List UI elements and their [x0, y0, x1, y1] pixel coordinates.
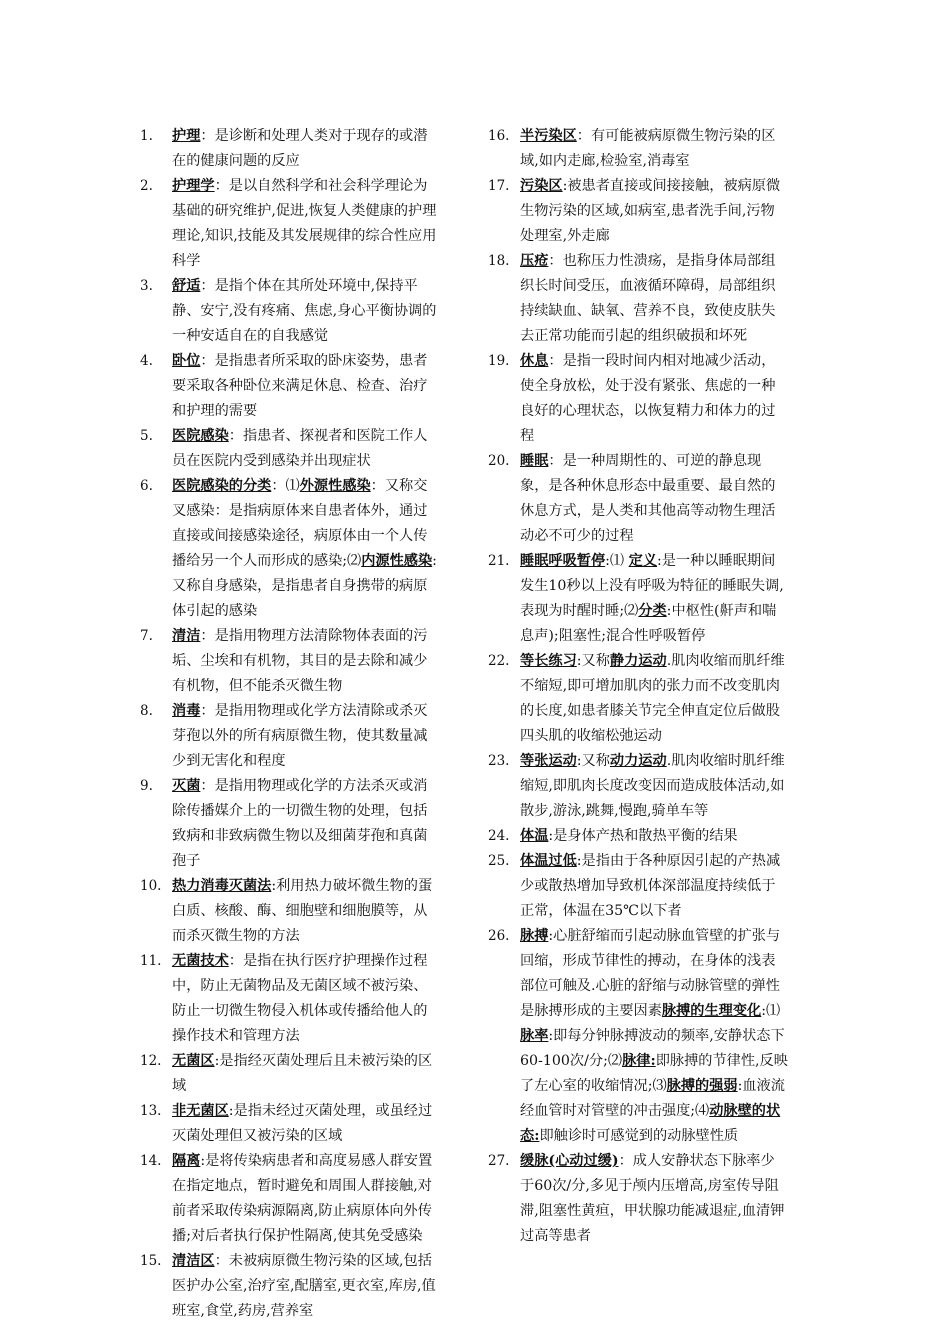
- definition-entry: [140, 699, 440, 774]
- definition-text: ：是指用物理或化学方法清除或杀灭芽孢以外的所有病原微生物，使其数量减少到无害化和程度: [172, 703, 428, 769]
- entry-number: 24.: [488, 828, 510, 844]
- definition-text: 即触诊时可感觉到的动脉壁性质: [539, 1128, 739, 1144]
- definition-text: ：是指患者所采取的卧床姿势，患者要采取各种卧位来满足休息、检查、治疗和护理的需要: [172, 353, 428, 419]
- definition-text: ：是指一段时间内相对地减少活动，使全身放松，处于没有紧张、焦虑的一种良好的心理状态，以恢复精力和体力的过程: [520, 353, 776, 444]
- entry-number: 10.: [140, 878, 162, 894]
- definition-entry: [140, 424, 440, 474]
- definition-entry: [140, 1049, 440, 1099]
- term-heading: 体温: [520, 828, 549, 844]
- term-heading: 缓脉(心动过缓): [520, 1153, 619, 1169]
- definition-text: ：也称压力性溃疡，是指身体局部组织长时间受压，血液循环障碍，局部组织持续缺血、缺氧、营养不良，致使皮肤失去正常功能而引起的组织破损和坏死: [520, 253, 776, 344]
- entry-number: 3.: [140, 278, 153, 294]
- term-heading: 卧位: [172, 353, 201, 369]
- entry-number: 6.: [140, 478, 153, 494]
- definition-entry: [140, 274, 440, 349]
- entry-number: 11.: [140, 953, 162, 969]
- definition-text: ：有可能被病原微生物污染的区域,如内走廊,检验室,消毒室: [520, 128, 776, 169]
- definition-text: :又称: [576, 653, 610, 669]
- term-heading: 定义: [628, 553, 658, 569]
- term-heading: 脉律:: [622, 1053, 656, 1069]
- entry-number: 13.: [140, 1103, 162, 1119]
- definition-entry: [140, 949, 440, 1049]
- definition-text: :血液流经血管时对管壁的冲击强度;⑷: [520, 1078, 785, 1119]
- definition-entry: [488, 549, 788, 649]
- definition-entry: [140, 874, 440, 949]
- term-heading: 分类: [638, 603, 667, 619]
- definition-text: :利用热力破坏微生物的蛋白质、核酸、酶、细胞壁和细胞膜等，从而杀灭微生物的方法: [172, 878, 433, 944]
- term-heading: 消毒: [172, 703, 201, 719]
- term-heading: 护理: [172, 128, 201, 144]
- term-heading: 等长练习: [520, 653, 577, 669]
- term-heading: 医院感染的分类: [172, 478, 272, 494]
- definition-text: :是身体产热和散热平衡的结果: [548, 828, 738, 844]
- definition-text: .肌肉收缩时肌纤维缩短,即肌肉长度改变因而造成肢体活动,如散步,游泳,跳舞,慢跑,骑单车等: [520, 753, 785, 819]
- right-column: [488, 124, 788, 1249]
- definition-text: ：是以自然科学和社会科学理论为基础的研究维护,促进,恢复人类健康的护理理论,知识,技能及其发展规律的综合性应用科学: [172, 178, 437, 269]
- term-heading: 休息: [520, 353, 549, 369]
- term-heading: 内源性感染: [361, 553, 433, 569]
- entry-number: 17.: [488, 178, 510, 194]
- entry-number: 21.: [488, 553, 510, 569]
- term-heading: 清洁: [172, 628, 201, 644]
- definition-text: :即每分钟脉搏波动的频率,安静状态下60-100次/分;⑵: [520, 1028, 785, 1069]
- definition-entry: [488, 924, 788, 1149]
- definition-text: ：是指在执行医疗护理操作过程中，防止无菌物品及无菌区域不被污染、防止一切微生物侵入机体或传播给他人的操作技术和管理方法: [172, 953, 428, 1044]
- definition-text: 即脉搏的节律性,反映了左心室的收缩情况;⑶: [520, 1053, 788, 1094]
- definition-entry: [488, 124, 788, 174]
- entry-number: 12.: [140, 1053, 162, 1069]
- definition-text: :又称: [576, 753, 610, 769]
- definition-entry: [488, 349, 788, 449]
- term-heading: 无菌技术: [172, 953, 229, 969]
- term-heading: 脉率: [520, 1028, 549, 1044]
- definition-text: :是指未经过灭菌处理，或虽经过灭菌处理但又被污染的区域: [172, 1103, 433, 1144]
- definition-text: :是指经灭菌处理后且未被污染的区域: [172, 1053, 433, 1094]
- entry-number: 19.: [488, 353, 510, 369]
- definition-entry: [488, 1149, 788, 1249]
- definition-entry: [140, 349, 440, 424]
- definition-entry: [140, 1149, 440, 1249]
- term-heading: 隔离: [172, 1153, 201, 1169]
- definition-entry: [488, 824, 788, 849]
- term-heading: 护理学: [172, 178, 215, 194]
- term-heading: 动脉壁的状态:: [520, 1103, 781, 1144]
- entry-number: 8.: [140, 703, 153, 719]
- definition-entry: [140, 774, 440, 874]
- definition-entry: [140, 124, 440, 174]
- definition-text: ：是一种周期性的、可逆的静息现象，是各种休息形态中最重要、最自然的休息方式，是人类和其他高等动物生理活动必不可少的过程: [520, 453, 776, 544]
- definition-text: :中枢性(鼾声和喘息声);阻塞性;混合性呼吸暂停: [520, 603, 777, 644]
- definition-text: ：是诊断和处理人类对于现存的或潜在的健康问题的反应: [172, 128, 428, 169]
- definition-text: :心脏舒缩而引起动脉血管壁的扩张与回缩，形成节律性的搏动，在身体的浅表部位可触及.心脏的舒缩与动脉管壁的弹性是脉搏形成的主要因素: [520, 928, 781, 1019]
- term-heading: 半污染区: [520, 128, 577, 144]
- definition-text: .肌肉收缩而肌纤维不缩短,即可增加肌肉的张力而不改变肌肉的长度,如患者膝关节完全伸直定位后做股四头肌的收缩松弛运动: [520, 653, 785, 744]
- entry-number: 7.: [140, 628, 153, 644]
- entry-number: 22.: [488, 653, 510, 669]
- term-heading: 脉搏的强弱: [666, 1078, 738, 1094]
- term-heading: 睡眠: [520, 453, 549, 469]
- definition-text: ：成人安静状态下脉率少于60次/分,多见于颅内压增高,房室传导阻滞,阻塞性黄疸，甲状腺功能减退症,血清钾过高等患者: [520, 1153, 785, 1244]
- definition-text: :是指由于各种原因引起的产热减少或散热增加导致机体深部温度持续低于正常，体温在35℃以下者: [520, 853, 781, 919]
- entry-number: 18.: [488, 253, 510, 269]
- left-column: [140, 124, 440, 1324]
- term-heading: 舒适: [172, 278, 201, 294]
- definition-entry: [488, 449, 788, 549]
- term-heading: 脉搏: [520, 928, 549, 944]
- definition-text: ：是指个体在其所处环境中,保持平静、安宁,没有疼痛、焦虑,身心平衡协调的一种安适自在的自我感觉: [172, 278, 437, 344]
- term-heading: 污染区: [520, 178, 563, 194]
- definition-entry: [140, 624, 440, 699]
- definition-entry: [140, 1099, 440, 1149]
- definition-text: :被患者直接或间接接触，被病原微生物污染的区域,如病室,患者洗手间,污物处理室,外走廊: [520, 178, 781, 244]
- definition-text: :是将传染病患者和高度易感人群安置在指定地点，暂时避免和周围人群接触,对前者采取传染病源隔离,防止病原体向外传播;对后者执行保护性隔离,使其免受感染: [172, 1153, 433, 1244]
- entry-number: 4.: [140, 353, 153, 369]
- entry-number: 15.: [140, 1253, 162, 1269]
- term-heading: 外源性感染: [299, 478, 371, 494]
- definition-text: ：是指用物理或化学的方法杀灭或消除传播媒介上的一切微生物的处理，包括致病和非致病微生物以及细菌芽孢和真菌孢子: [172, 778, 428, 869]
- entry-number: 9.: [140, 778, 153, 794]
- definition-text: ：又称交叉感染：是指病原体来自患者体外，通过直接或间接感染途径，病原体由一个人传播给另一个人而形成的感染;⑵: [172, 478, 428, 569]
- definition-text: :是一种以睡眠期间发生10秒以上没有呼吸为特征的睡眠失调,表现为时醒时睡;⑵: [520, 553, 784, 619]
- definition-entry: [140, 474, 440, 624]
- definition-text: ：是指用物理方法清除物体表面的污垢、尘埃和有机物，其目的是去除和减少有机物，但不能杀灭微生物: [172, 628, 428, 694]
- entry-number: 26.: [488, 928, 510, 944]
- entry-number: 1.: [140, 128, 153, 144]
- term-heading: 非无菌区: [172, 1103, 229, 1119]
- term-heading: 体温过低: [520, 853, 577, 869]
- term-heading: 清洁区: [172, 1253, 215, 1269]
- entry-number: 14.: [140, 1153, 162, 1169]
- definition-entry: [488, 849, 788, 924]
- term-heading: 动力运动: [609, 753, 667, 769]
- definition-text: :⑴: [605, 553, 629, 569]
- entry-number: 25.: [488, 853, 510, 869]
- entry-number: 27.: [488, 1153, 510, 1169]
- term-heading: 无菌区: [172, 1053, 215, 1069]
- definition-entry: [488, 749, 788, 824]
- term-heading: 睡眠呼吸暂停: [520, 553, 606, 569]
- definition-entry: [488, 249, 788, 349]
- entry-number: 20.: [488, 453, 510, 469]
- definition-text: ：指患者、探视者和医院工作人员在医院内受到感染并出现症状: [172, 428, 428, 469]
- entry-number: 16.: [488, 128, 510, 144]
- definition-text: :⑴: [761, 1003, 781, 1019]
- term-heading: 等张运动: [520, 753, 577, 769]
- term-heading: 脉搏的生理变化: [661, 1003, 762, 1019]
- term-heading: 静力运动: [609, 653, 667, 669]
- entry-number: 23.: [488, 753, 510, 769]
- entry-number: 2.: [140, 178, 153, 194]
- term-heading: 压疮: [520, 253, 549, 269]
- definition-entry: [488, 649, 788, 749]
- term-heading: 热力消毒灭菌法: [172, 878, 272, 894]
- entry-number: 5.: [140, 428, 153, 444]
- term-heading: 灭菌: [172, 778, 201, 794]
- definition-text: ：未被病原微生物污染的区域,包括医护办公室,治疗室,配膳室,更衣室,库房,值班室,食堂,药房,营养室: [172, 1253, 436, 1319]
- definition-text: ：⑴: [271, 478, 300, 494]
- definition-entry: [140, 1249, 440, 1324]
- definition-entry: [488, 174, 788, 249]
- term-heading: 医院感染: [172, 428, 229, 444]
- definition-entry: [140, 174, 440, 274]
- definition-text: :又称自身感染，是指患者自身携带的病原体引起的感染: [172, 553, 437, 619]
